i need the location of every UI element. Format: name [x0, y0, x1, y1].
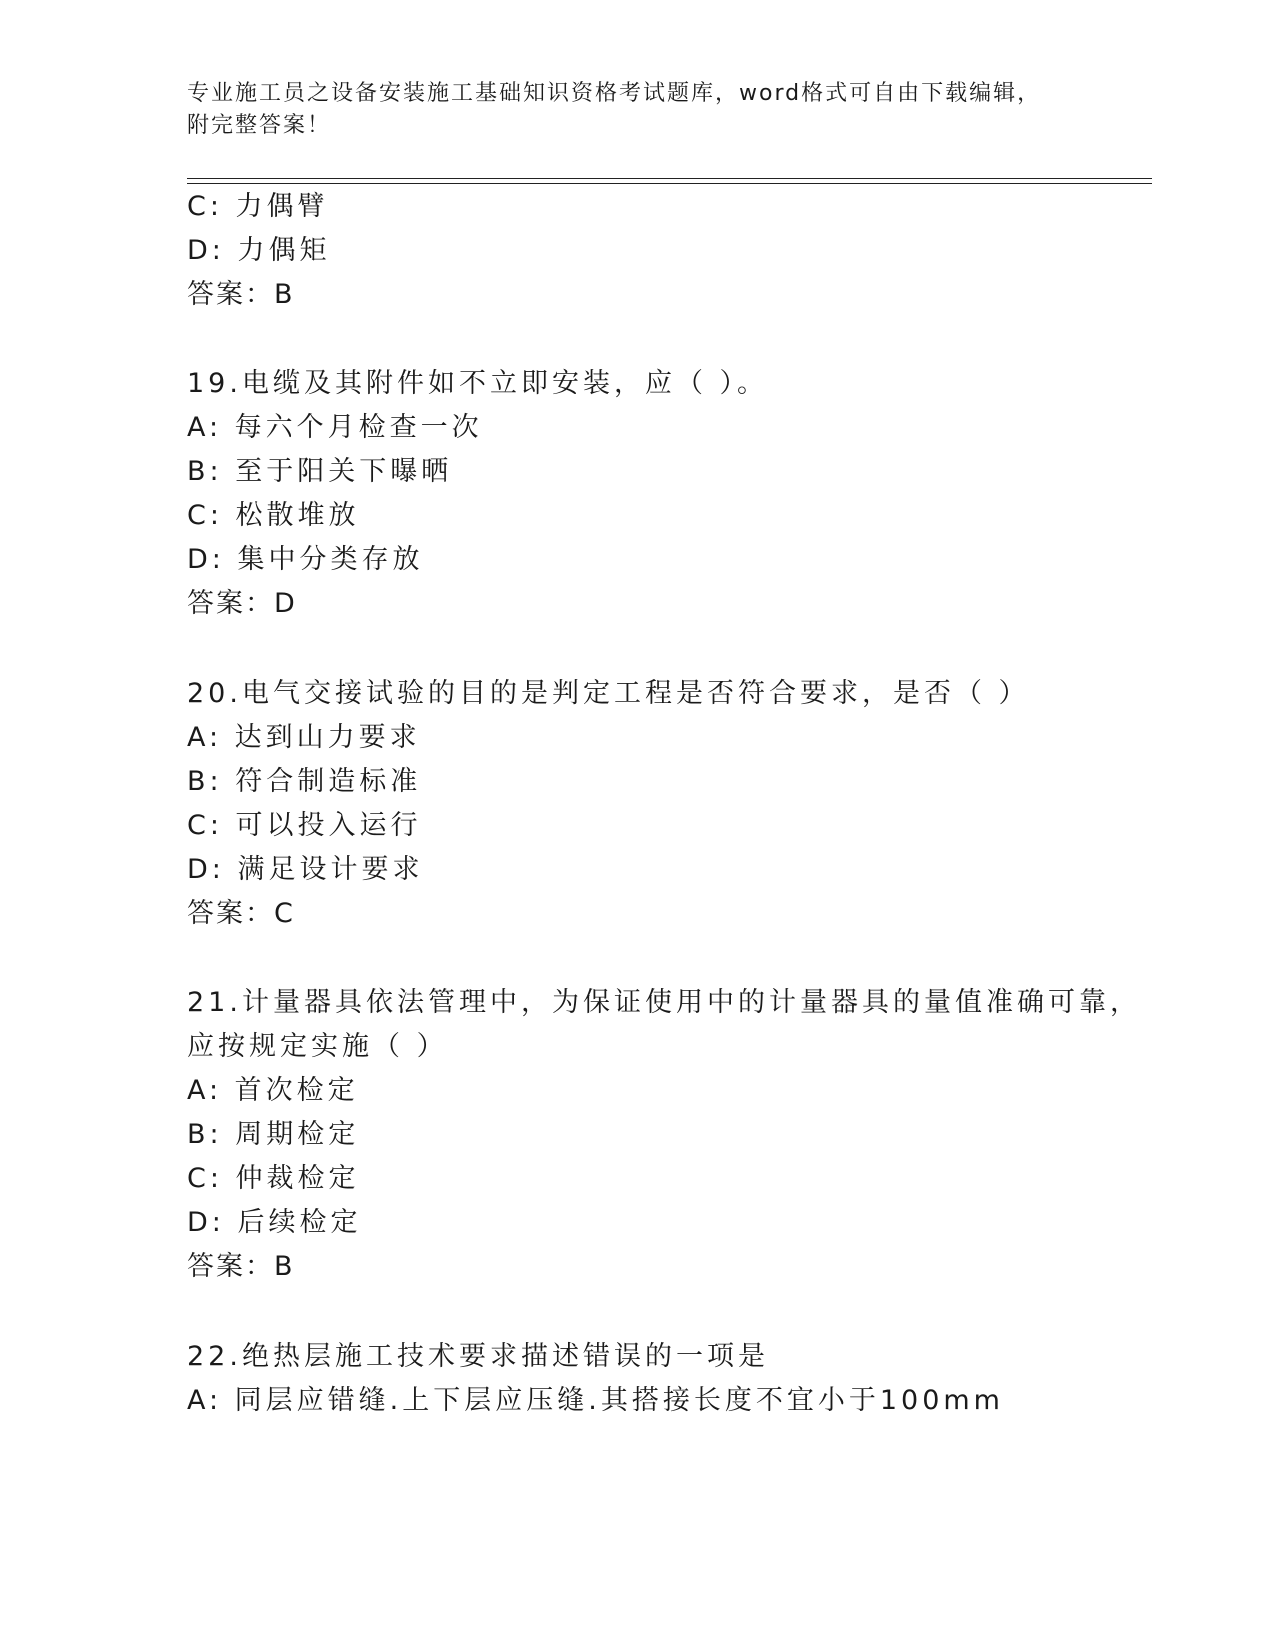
answer: 答案：D [187, 588, 297, 619]
header-divider-bottom [187, 183, 1152, 184]
answer: 答案：B [187, 1251, 295, 1282]
option-c: C: 仲裁检定 [187, 1163, 360, 1194]
header-divider-top [187, 178, 1152, 179]
option-c: C: 可以投入运行 [187, 810, 422, 841]
header-title-line-1: 专业施工员之设备安装施工基础知识资格考试题库，word格式可自由下载编辑， [187, 81, 1042, 106]
answer: 答案：B [187, 279, 295, 310]
option-d: D: 集中分类存放 [187, 544, 424, 575]
option-b: B: 周期检定 [187, 1119, 360, 1150]
question-stem: 20.电气交接试验的目的是判定工程是否符合要求，是否（ ） [187, 678, 1030, 709]
question-stem-line-1: 21.计量器具依法管理中，为保证使用中的计量器具的量值准确可靠， [187, 987, 1141, 1018]
question-stem: 19.电缆及其附件如不立即安装，应（ ）。 [187, 368, 769, 399]
option-d: D: 满足设计要求 [187, 854, 424, 885]
option-d: D: 力偶矩 [187, 235, 331, 266]
option-c: C: 力偶臂 [187, 191, 329, 222]
question-stem-line-2: 应按规定实施（ ） [187, 1031, 448, 1062]
option-b: B: 至于阳关下曝晒 [187, 456, 453, 487]
option-a: A: 首次检定 [187, 1075, 359, 1106]
option-c: C: 松散堆放 [187, 500, 360, 531]
answer: 答案：C [187, 898, 295, 929]
option-a: A: 同层应错缝.上下层应压缝.其搭接长度不宜小于100mm [187, 1385, 1004, 1416]
question-stem: 22.绝热层施工技术要求描述错误的一项是 [187, 1341, 769, 1372]
option-a: A: 达到山力要求 [187, 722, 421, 753]
header-title-line-2: 附完整答案！ [187, 113, 332, 138]
option-d: D: 后续检定 [187, 1207, 362, 1238]
option-b: B: 符合制造标准 [187, 766, 422, 797]
option-a: A: 每六个月检查一次 [187, 412, 483, 443]
